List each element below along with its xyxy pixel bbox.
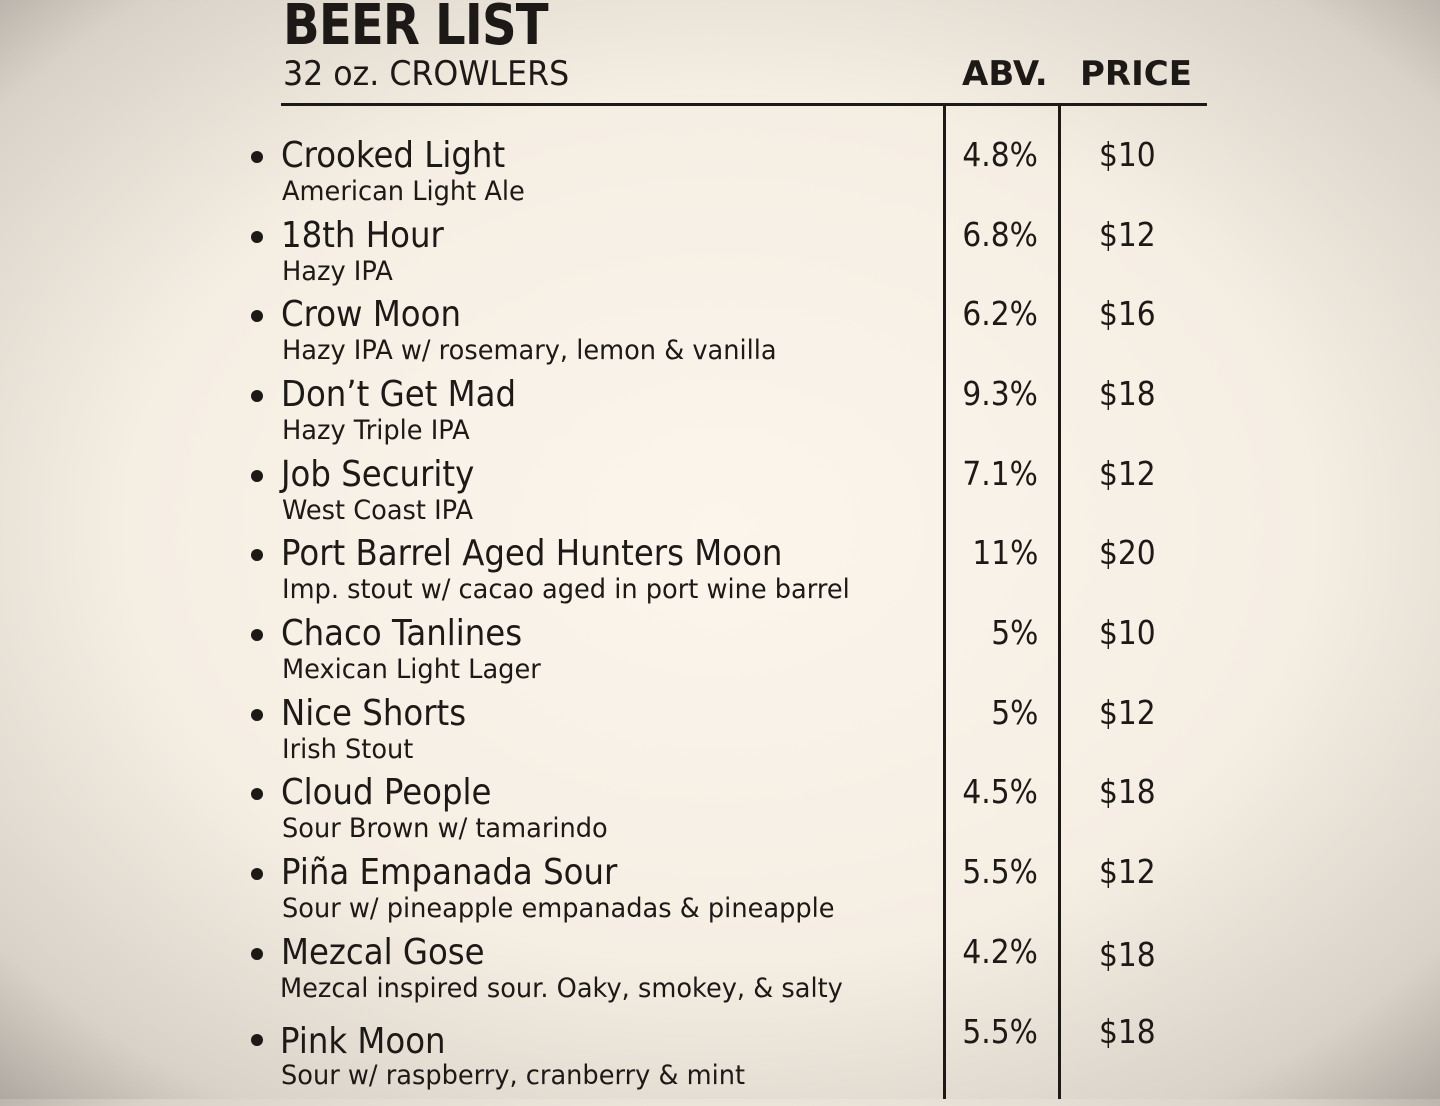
beer-price: $18: [1099, 374, 1156, 413]
beer-style: Sour w/ pineapple empanadas & pineapple: [282, 893, 835, 924]
beer-name: Job Security: [281, 454, 475, 495]
beer-row: [0, 454, 1440, 539]
beer-name: 18th Hour: [281, 215, 444, 256]
beer-price: $18: [1099, 1012, 1156, 1051]
beer-abv: 4.8%: [962, 135, 1038, 174]
bullet-icon: [251, 470, 263, 482]
beer-abv: 5.5%: [962, 852, 1038, 891]
bullet-icon: [251, 151, 263, 163]
beer-row: [0, 135, 1440, 220]
beer-price: $12: [1099, 693, 1156, 732]
beer-row: [0, 852, 1440, 937]
bullet-icon: [251, 788, 263, 800]
beer-price: $10: [1099, 613, 1156, 652]
bullet-icon: [251, 549, 263, 561]
beer-price: $10: [1099, 135, 1156, 174]
beer-abv: 5%: [990, 693, 1038, 732]
bullet-icon: [251, 231, 263, 243]
beer-abv: 5.5%: [962, 1012, 1038, 1051]
beer-abv: 5%: [990, 613, 1038, 652]
beer-name: Mezcal Gose: [281, 932, 485, 973]
beer-style: Hazy IPA: [282, 256, 393, 287]
beer-name: Port Barrel Aged Hunters Moon: [281, 533, 783, 574]
beer-row: [0, 215, 1440, 300]
beer-row: [0, 693, 1440, 778]
bullet-icon: [251, 709, 263, 721]
bullet-icon: [251, 948, 263, 960]
beer-abv: 9.3%: [962, 374, 1038, 413]
beer-name: Pink Moon: [280, 1021, 446, 1062]
beer-style: Irish Stout: [282, 734, 414, 765]
beer-row: [0, 613, 1440, 698]
beer-name: Piña Empanada Sour: [281, 852, 618, 893]
bullet-icon: [251, 868, 263, 880]
beer-style: Hazy Triple IPA: [282, 415, 470, 446]
beer-style: Imp. stout w/ cacao aged in port wine barrel: [282, 574, 850, 605]
beer-price: $12: [1099, 852, 1156, 891]
beer-price: $18: [1099, 772, 1156, 811]
beer-price: $20: [1099, 533, 1156, 572]
menu-title: BEER LIST: [283, 0, 548, 58]
beer-name: Nice Shorts: [281, 693, 467, 734]
beer-row: [0, 374, 1440, 459]
beer-row: [0, 932, 1440, 1017]
header-divider: [281, 103, 1207, 106]
beer-abv: 4.5%: [962, 772, 1038, 811]
beer-abv: 7.1%: [962, 454, 1038, 493]
beer-style: Mezcal inspired sour. Oaky, smokey, & salty: [280, 973, 843, 1004]
beer-row: [0, 1012, 1440, 1106]
bullet-icon: [251, 1034, 263, 1046]
beer-row: [0, 772, 1440, 857]
beer-price: $12: [1099, 454, 1156, 493]
beer-abv: 4.2%: [962, 932, 1038, 971]
beer-style: Hazy IPA w/ rosemary, lemon & vanilla: [282, 335, 777, 366]
menu-subtitle: 32 oz. CROWLERS: [283, 54, 570, 94]
beer-style: Sour w/ raspberry, cranberry & mint: [281, 1060, 746, 1091]
bullet-icon: [251, 390, 263, 402]
beer-abv: 11%: [971, 533, 1038, 572]
bullet-icon: [251, 629, 263, 641]
beer-style: Mexican Light Lager: [282, 654, 541, 685]
beer-name: Cloud People: [281, 772, 492, 813]
price-column-header: PRICE: [1080, 54, 1192, 94]
beer-price: $16: [1099, 294, 1156, 333]
beer-row: [0, 294, 1440, 379]
beer-style: American Light Ale: [282, 176, 525, 207]
beer-row: [0, 533, 1440, 618]
abv-column-header: ABV.: [962, 54, 1048, 94]
beer-name: Don’t Get Mad: [281, 374, 517, 415]
beer-name: Crow Moon: [281, 294, 461, 335]
beer-style: West Coast IPA: [282, 495, 474, 526]
beer-price: $12: [1099, 215, 1156, 254]
beer-name: Crooked Light: [281, 135, 506, 176]
beer-price: $18: [1099, 935, 1156, 974]
bullet-icon: [251, 310, 263, 322]
beer-abv: 6.8%: [962, 215, 1038, 254]
beer-abv: 6.2%: [962, 294, 1038, 333]
beer-style: Sour Brown w/ tamarindo: [282, 813, 608, 844]
beer-name: Chaco Tanlines: [281, 613, 523, 654]
